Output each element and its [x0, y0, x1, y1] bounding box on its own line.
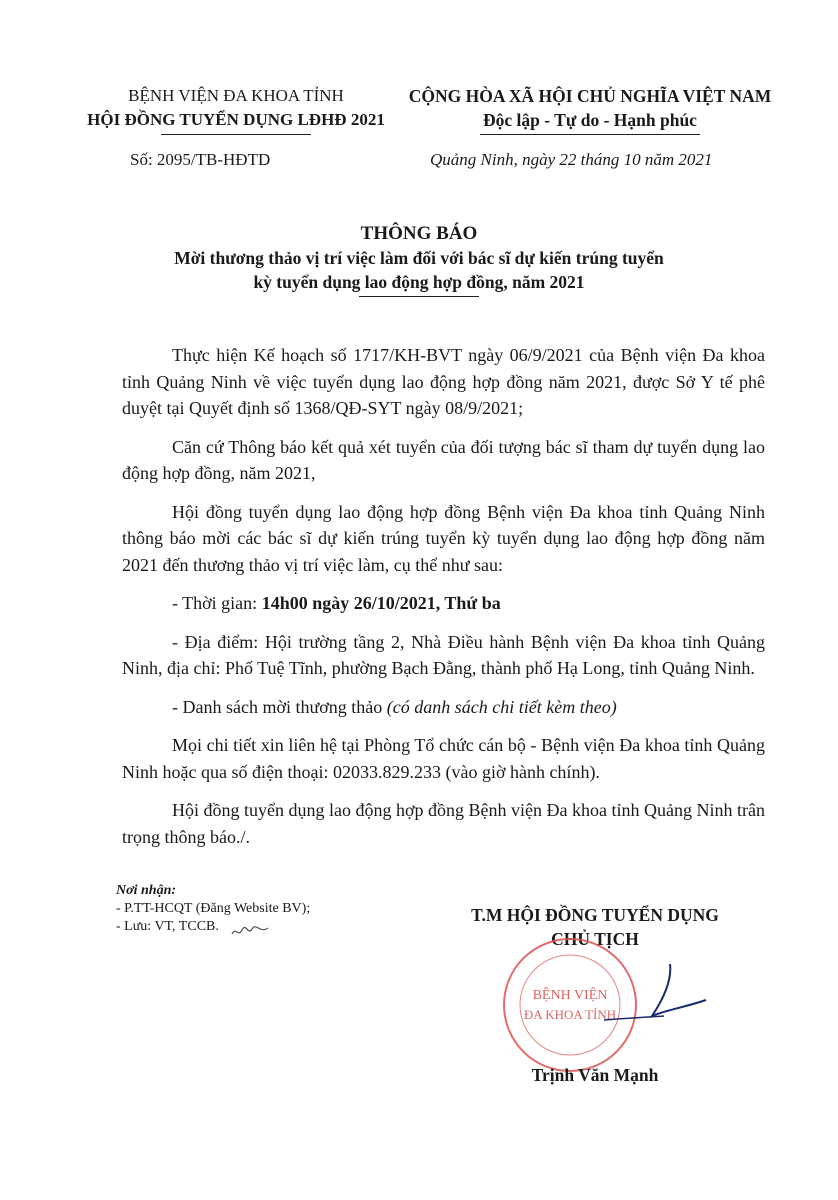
signature-position: CHỦ TỊCH — [551, 929, 639, 949]
initial-scribble-icon — [230, 920, 270, 940]
list-label: - Danh sách mời thương thảo — [172, 696, 387, 717]
recipients-title: Nơi nhận: — [116, 883, 177, 898]
time-label: - Thời gian: — [172, 593, 262, 613]
recipient-item: - Lưu: VT, TCCB. — [116, 919, 219, 934]
stamp-text-line2: ĐA KHOA TỈNH — [523, 1007, 617, 1022]
time-value: 14h00 ngày 26/10/2021, Thứ ba — [261, 593, 501, 613]
motto-underline — [480, 134, 700, 135]
document-number: Số: 2095/TB-HĐTD — [130, 150, 271, 169]
title-block — [0, 222, 838, 297]
paragraph-basis: Căn cứ Thông báo kết quả xét tuyển của đối tượng bác sĩ tham dự tuyển dụng lao động hợp đồng, năm 2021, — [122, 436, 765, 483]
issuer-org-name: BỆNH VIỆN ĐA KHOA TỈNH — [128, 86, 344, 105]
handwritten-signature — [600, 960, 710, 1030]
title-underline — [359, 296, 479, 297]
issuer-council-name: HỘI ĐỒNG TUYỂN DỤNG LĐHĐ 2021 — [87, 110, 385, 129]
paragraph-time — [122, 590, 765, 617]
paragraph-list — [122, 694, 765, 721]
national-title: CỘNG HÒA XÃ HỘI CHỦ NGHĨA VIỆT NAM — [408, 86, 772, 106]
document-title: THÔNG BÁO — [360, 223, 478, 244]
paragraph-closing: Hội đồng tuyển dụng lao động hợp đồng Bệnh viện Đa khoa tỉnh Quảng Ninh trân trọng thông báo./. — [122, 800, 765, 847]
signer-name: Trịnh Văn Mạnh — [531, 1065, 659, 1085]
paragraph-place: - Địa điểm: Hội trường tầng 2, Nhà Điều hành Bệnh viện Đa khoa tỉnh Quảng Ninh, địa chỉ: Phố Tuệ Tĩnh, phường Bạch Đằng, thành phố Hạ Long, tỉnh Quảng Ninh. — [122, 631, 765, 678]
paragraph-contact: Mọi chi tiết xin liên hệ tại Phòng Tổ chức cán bộ - Bệnh viện Đa khoa tỉnh Quảng Ninh hoặc qua số điện thoại: 02033.829.233 (vào giờ hành chính). — [122, 735, 765, 782]
list-note: (có danh sách chi tiết kèm theo) — [386, 696, 617, 717]
issuer-block — [76, 84, 396, 135]
document-subtitle-line2: kỳ tuyển dụng lao động hợp đồng, năm 2021 — [253, 272, 585, 292]
issuer-underline — [161, 134, 311, 135]
document-subtitle-line1: Mời thương thảo vị trí việc làm đối với bác sĩ dự kiến trúng tuyển — [174, 248, 664, 268]
signature-title: T.M HỘI ĐỒNG TUYỂN DỤNG — [471, 905, 719, 925]
recipient-item: - P.TT-HCQT (Đăng Website BV); — [116, 901, 311, 916]
national-motto: Độc lập - Tự do - Hạnh phúc — [483, 110, 697, 130]
paragraph-announcement: Hội đồng tuyển dụng lao động hợp đồng Bệnh viện Đa khoa tỉnh Quảng Ninh thông báo mời các bác sĩ dự kiến trúng tuyển kỳ tuyển dụng lao động hợp đồng năm 2021 đến thương thảo vị trí việc làm, cụ thể như sau: — [122, 501, 765, 575]
stamp-text-line1: BỆNH VIỆN — [532, 988, 608, 1003]
document-body — [122, 342, 765, 862]
place-date: Quảng Ninh, ngày 22 tháng 10 năm 2021 — [430, 150, 713, 169]
paragraph-plan: Thực hiện Kế hoạch số 1717/KH-BVT ngày 06/9/2021 của Bệnh viện Đa khoa tỉnh Quảng Ninh về việc tuyển dụng lao động hợp đồng năm 2021, được Sở Y tế phê duyệt tại Quyết định số 1368/QĐ-SYT ngày 08/9/2021; — [122, 345, 765, 418]
national-header — [400, 84, 780, 135]
